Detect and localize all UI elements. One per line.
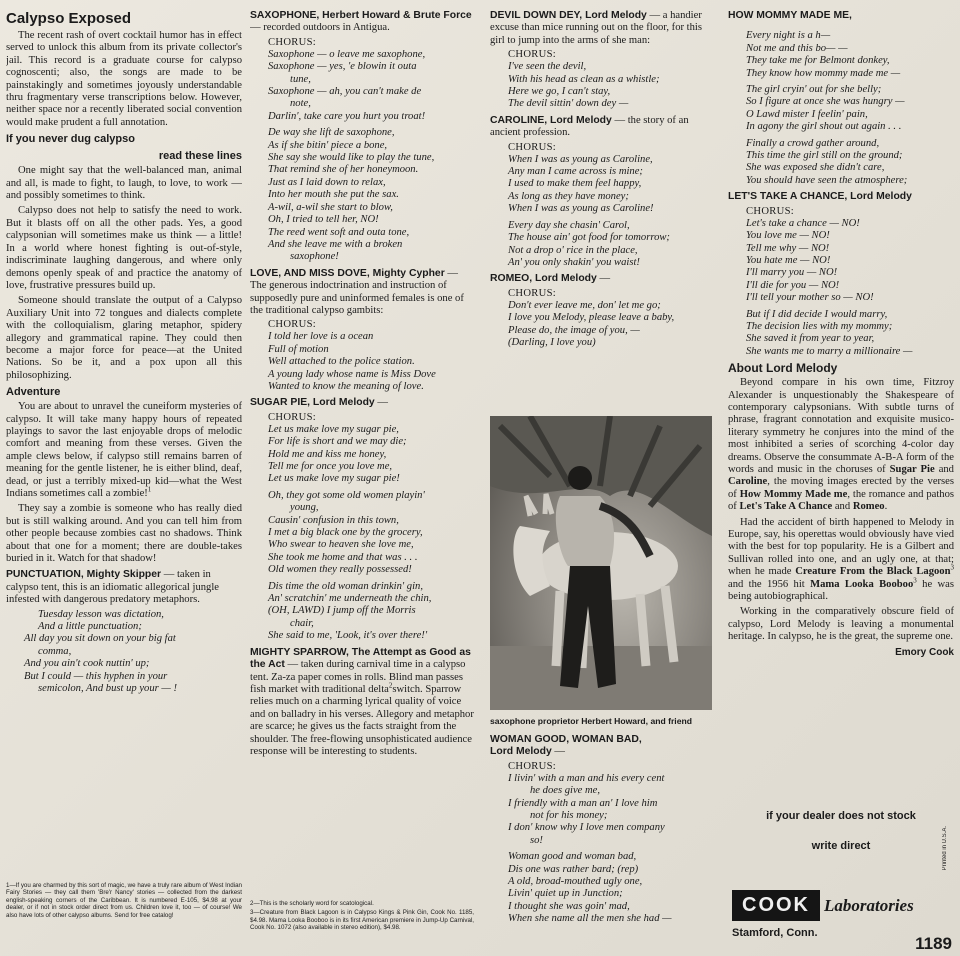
caroline-heading	[490, 115, 716, 140]
about-text-e: and the 1956 hit	[728, 578, 805, 590]
heading-adventure: Adventure	[6, 386, 61, 399]
footnote-2-text: 2—This is the scholarly word for scatological.	[250, 900, 374, 907]
lyric-line: Who swear to heaven she love me,	[268, 539, 414, 551]
lyric-line: I thought she was goin' mad,	[508, 900, 630, 912]
donkey-ears	[526, 494, 552, 516]
dove-desc: — The generous indoctrination and instruction of supposedly pure and uninformed females is one of the traditional calypso gambits:	[250, 267, 464, 316]
punctuation-heading	[6, 569, 242, 606]
printed-in-usa: Printed in U.S.A.	[942, 826, 948, 871]
lyric-line: Old women they really possessed!	[268, 564, 412, 576]
footnote-1-text: 1—If you are charmed by this sort of magic, we have a truly rare album of West Indian Fairy Stories — they call them 'Bre'r Nancy' stories — collected from the darkest english-speaking corners of the Caribbean. It is numbered E-105, $4.98 at your dealer, or if not in stock order direct from us. Children love it, too — of course! We also have lots of other calypso albums. Send for free catalog!	[6, 882, 242, 919]
lyric-line: (OH, LAWD) I jump off the Morris	[268, 605, 416, 617]
footnote-mark-2: 2	[388, 681, 393, 690]
lyric-line: Not a drop o' rice in the place,	[508, 244, 638, 256]
lyric-line: Tell me for once you love me,	[268, 461, 393, 472]
lyric-line: Tell me why — NO!	[746, 242, 830, 254]
lyric-line: Full of motion	[268, 343, 329, 355]
lyric-line: And you ain't cook nuttin' up;	[24, 658, 150, 670]
lyric-line: She wants me to marry a millionaire —	[746, 345, 913, 357]
saxophone-heading	[250, 10, 474, 35]
lyric-line: A young lady whose name is Miss Dove	[268, 368, 436, 380]
paragraph-4-text: You are about to unravel the cuneiform mysteries of calypso. It will take many happy hours of repeated playings to savor the last enjoyable drops of melodic comfort and meaning from these verses. Given the ample clews below, if calypso still remains barren of meaning for the gentle listener, he is either blind, deaf, dead, or just a terribly mixed-up kid—what the West Indians sometimes call a zombie!	[6, 401, 242, 499]
chance-chorus	[746, 218, 954, 305]
signature: Emory Cook	[895, 646, 954, 658]
sparrow-title: MIGHTY SPARROW, The Attempt as Good as the Act	[250, 646, 471, 671]
about-caroline: Caroline	[728, 476, 768, 488]
lyric-line: You hate me — NO!	[746, 254, 831, 266]
about-sugar: Sugar Pie	[889, 464, 935, 475]
chorus-label: CHORUS:	[746, 205, 795, 217]
dealer-line-1: if your dealer does not stock	[766, 810, 916, 822]
man-head	[568, 466, 592, 490]
dove-title: LOVE, AND MISS DOVE, Mighty Cypher	[250, 267, 445, 279]
lyric-line: I met a big black one by the grocery,	[268, 527, 423, 539]
mommy-title: HOW MOMMY MADE ME,	[728, 10, 852, 21]
sugar-title: SUGAR PIE, Lord Melody	[250, 397, 375, 409]
lyric-line: Darlin', take care you hurt you troat!	[268, 110, 426, 122]
lyric-line: But if I did decide I would marry,	[746, 308, 888, 320]
lyric-line: Please do, the image of you, —	[508, 324, 640, 336]
lyric-line: Tuesday lesson was dictation,	[38, 608, 164, 620]
chorus-label: CHORUS:	[508, 49, 557, 61]
sugar-verse-2	[268, 581, 474, 643]
punctuation-title: PUNCTUATION, Mighty Skipper	[6, 569, 162, 581]
punctuation-desc: — taken in calypso tent, this is an idiomatic allegorical jungle infested with dangerous predatory metaphors.	[6, 569, 219, 606]
romeo-title: ROMEO, Lord Melody	[490, 273, 597, 285]
lyric-line: Into her mouth she put the sax.	[268, 189, 399, 201]
caroline-chorus	[508, 154, 716, 216]
mommy-verse-2	[746, 84, 954, 134]
column-2	[250, 10, 474, 950]
about-paragraph-2	[728, 517, 954, 604]
lyric-line: saxophone!	[290, 251, 339, 263]
footnote-1	[6, 882, 242, 921]
lyric-line: All day you sit down on your big fat	[24, 633, 176, 645]
about-romeo: Romeo	[852, 501, 885, 513]
lyric-line: In agony the girl shout out again . . .	[746, 121, 902, 133]
lyric-line: Every night is a h—	[746, 30, 831, 42]
chorus-label: CHORUS:	[268, 319, 317, 331]
chorus-label: CHORUS:	[508, 141, 557, 153]
intro-paragraph: The recent rash of overt cocktail humor has in effect served to unlock this album from its private collector's jail. This record is a graduate course for calypso cognoscenti; also, the songs are made to be painstakingly and sometimes joyously understandable thru fragmentary verse transcriptions below. However, neither space nor a recently liberated social convention would make prudent a full annotation.	[6, 30, 242, 128]
lyric-line: You love me — NO!	[746, 230, 830, 242]
heading-never-dug: If you never dug calypso	[6, 133, 135, 146]
footnote-3-text: 3—Creature from Black Lagoon is in Calypso Kings & Pink Gin, Cook No. 1185, $4.98. Mama Looka Booboo is in its first American premiere in Jump-Up Carnival, Cook No. 1072 (also available in stereo edition), $4.98.	[250, 909, 474, 932]
romeo-chorus	[508, 300, 716, 350]
sugar-heading	[250, 397, 474, 409]
lyric-line: They know how mommy made me —	[746, 67, 901, 79]
dove-chorus	[268, 331, 474, 393]
about-mommy: How Mommy Made me	[739, 488, 848, 500]
lyric-line: This time the girl still on the ground;	[746, 150, 903, 162]
lyric-line: An' scratchin' me underneath the chin,	[268, 593, 432, 605]
chorus-label: CHORUS:	[508, 287, 557, 299]
photo-caption: saxophone proprietor Herbert Howard, and friend	[490, 716, 692, 726]
lyric-line: She took me home and that was . . .	[268, 551, 418, 563]
lyric-line: That remind she of her honeymoon.	[268, 164, 419, 176]
about-text-a: Beyond compare in his own time, Fitzroy Alexander is unquestionably the Shakespeare of contemporary calypsonians. With subtle turns of phrase, fragrant connotation and exquisite musico-literary symmetry he conjures into the mind of the most inhibited a series of scorching 4-color day dreams. Observe the consummate A-B-A form of the words and music in the choruses of	[728, 377, 954, 475]
lyric-line: When I was as young as Caroline!	[508, 203, 654, 215]
lyric-line: Dis one was rather bard; (rep)	[508, 863, 639, 875]
devil-desc: — a handier excuse than mice running out on the floor, for this girl to jump into the arms of she man:	[490, 10, 702, 46]
footnote-mark-3b: 3	[913, 576, 917, 585]
dealer-line-2: write direct	[811, 840, 871, 852]
about-heading: About Lord Melody	[728, 361, 838, 376]
column-1	[6, 10, 242, 950]
lyric-line: When she name all the men she had —	[508, 913, 672, 925]
saxophone-title: SAXOPHONE, Herbert Howard & Brute Force	[250, 10, 472, 21]
chorus-label: CHORUS:	[508, 760, 557, 772]
lyric-line: Oh, I tried to tell her, NO!	[268, 214, 379, 226]
lyric-line: The girl cryin' out for she belly;	[746, 84, 882, 96]
chorus-label: CHORUS:	[268, 36, 317, 48]
lyric-line: And she leave me with a broken	[268, 238, 403, 250]
page-title: Calypso Exposed	[6, 10, 132, 27]
lyric-line: Let us make love my sugar pie,	[268, 423, 399, 435]
heading-read-lines: read these lines	[158, 150, 242, 163]
woman-dash: —	[554, 746, 566, 758]
footnote-mark-1: 1	[147, 485, 152, 494]
lyric-line: Wanted to know the meaning of love.	[268, 380, 424, 392]
footnotes-2-3	[250, 900, 474, 934]
dove-heading	[250, 268, 474, 318]
footnote-mark-3: 3	[950, 563, 954, 572]
mommy-verse-3	[746, 138, 954, 188]
lyric-line: Saxophone — ah, you can't make de	[268, 86, 422, 98]
lyric-line: Not me and this bo— —	[746, 42, 848, 54]
lyric-line: I'll die for you — NO!	[746, 279, 840, 291]
sparrow-desc-2: switch. Sparrow relies much on a charming lyrical quality of voice and on balladry in his verses. Allegory and metaphor are scarce; he gives us the facts straight from the shoulder. The free-flowing unsophisticated audience response will be interesting to students.	[250, 683, 474, 757]
lyric-line: Saxophone — o leave me saxophone,	[268, 48, 426, 60]
lyric-line: A old, broad-mouthed ugly one,	[508, 876, 643, 888]
lyric-line: tune,	[290, 73, 311, 85]
saxophone-desc: — recorded outdoors in Antigua.	[250, 22, 390, 34]
lyric-line: Hold me and kiss me honey,	[268, 448, 387, 460]
paragraph-1: One might say that the well-balanced man, animal and all, is made to fight, to laugh, to love, to work — and possibly sometimes to think.	[6, 165, 242, 202]
caroline-title: CAROLINE, Lord Melody	[490, 114, 612, 126]
lyric-line: Here we go, I can't stay,	[508, 86, 611, 98]
saxophone-chorus	[268, 49, 474, 123]
paragraph-5: They say a zombie is someone who has really died but is still walking around. And you can tell him from other people because zombies cast no shadows. Think about that one for a moment; there are double-takes buried in it. Watch for that shadow!	[6, 503, 242, 565]
photo-herbert-howard-donkey	[490, 416, 712, 710]
romeo-dash: —	[599, 273, 611, 285]
cook-badge: COOK	[732, 890, 820, 921]
sugar-verse-1	[268, 490, 474, 577]
lyric-line: She was exposed she didn't care,	[746, 162, 885, 174]
lyric-line: With his head as clean as a whistle;	[508, 73, 660, 85]
lyric-line: Let's take a chance — NO!	[746, 217, 860, 229]
about-text-f: he was being autobiographical.	[728, 578, 954, 603]
romeo-heading	[490, 273, 716, 285]
punctuation-lyrics	[24, 609, 242, 696]
lyric-line: A-wil, a-wil she start to blow,	[268, 201, 393, 213]
lyric-line: As long as they have money;	[508, 190, 629, 202]
lyric-line: (Darling, I love you)	[508, 336, 596, 348]
lyric-line: semicolon, And bust up your — !	[38, 683, 177, 695]
lyric-line: I've seen the devil,	[508, 61, 587, 73]
saxophone-verse	[268, 127, 474, 263]
dealer-note	[728, 810, 954, 852]
about-text-b: , the moving images erected by the verses of	[728, 476, 954, 500]
devil-title: DEVIL DOWN DEY, Lord Melody	[490, 10, 647, 21]
lyric-line: note,	[290, 98, 311, 110]
lyric-line: Woman good and woman bad,	[508, 851, 637, 863]
column-3	[490, 10, 716, 950]
column-4	[728, 10, 954, 950]
lyric-line: Any man I came across is mine;	[508, 166, 643, 178]
lyric-line: As if she bitin' piece a bone,	[268, 139, 388, 151]
lyric-line: not for his money;	[530, 810, 608, 822]
lyric-line: so!	[530, 834, 543, 846]
lyric-line: he does give me,	[530, 785, 601, 797]
lyric-line: Just as I laid down to relax,	[268, 176, 386, 188]
about-paragraph-3: Working in the comparatively obscure field of calypso, Lord Melody is leaving a monumental heritage. In calypso, he is the great, the supreme one.	[728, 606, 954, 643]
lyric-line: chair,	[290, 617, 314, 629]
lyric-line: I told her love is a ocean	[268, 331, 374, 343]
paragraph-3: Someone should translate the output of a Calypso Auxiliary Unit into 72 tongues and dialects complete with the colloquialism, glaring metaphor, spidery allegory and grammatical rapine. They could then become a major force for peace—at the United Nations. So be it, and a pox upon all this philosophizing.	[6, 295, 242, 381]
lyric-line: The reed went soft and outa tone,	[268, 226, 410, 238]
about-mama: Mama Looka Booboo	[810, 578, 914, 590]
lyric-line: She saved it from year to year,	[746, 333, 875, 345]
about-paragraph-1	[728, 377, 954, 513]
lyric-line: Don't ever leave me, don' let me go;	[508, 299, 661, 311]
lyric-line: I'll tell your mother so — NO!	[746, 292, 874, 304]
laboratories-label: Laboratories	[824, 896, 914, 915]
lyric-line: Livin' quiet up in Junction;	[508, 888, 623, 900]
chance-heading	[728, 191, 954, 203]
caroline-desc: — the story of an ancient profession.	[490, 114, 689, 139]
lyric-line: For life is short and we may die;	[268, 436, 407, 448]
photo-illustration	[490, 416, 712, 710]
about-and: and	[938, 464, 954, 475]
sparrow-desc-1: — taken during carnival time in a calypso tent. Za-za paper comes in rolls. Blind man passes fish market with traditional delta	[250, 659, 466, 695]
caroline-verse	[508, 220, 716, 270]
paragraph-4	[6, 401, 242, 500]
lyric-line: And a little punctuation;	[38, 621, 142, 633]
lyric-line: I don' know why I love men company	[508, 822, 665, 834]
catalog-number: 1189	[915, 934, 952, 950]
lyric-line: I used to make them feel happy,	[508, 178, 642, 190]
lyric-line: The house ain' got food for tomorrow;	[508, 232, 670, 244]
about-text-d: Had the accident of birth happened to Melody in Europe, say, his operettas would obviously have vied with the best for top popularity. He is a Gilbert and Sullivan rolled into one, and an ugly one, at that; when he made	[728, 516, 954, 578]
lyric-line: Oh, they got some old women playin'	[268, 489, 425, 501]
chance-verse	[746, 309, 954, 359]
sparrow-heading	[250, 647, 474, 759]
woman-section	[490, 734, 716, 930]
lyric-line: I livin' with a man and his every cent	[508, 772, 665, 784]
paragraph-2: Calypso does not help to satisfy the need to work. But it blasts off on all the other pads. Yes, a good calypsonian will sometimes make us think — a little! In a world where honest fighting is out-of-style, indiscriminate laughing dangerous, and where only demons openly speak of and practice the anatomy of love, frustrative pressures build up.	[6, 205, 242, 291]
chorus-label: CHORUS:	[268, 411, 317, 423]
sugar-dash: —	[377, 397, 388, 409]
lyric-line: The decision lies with my mommy;	[746, 320, 893, 332]
lyric-line: Every day she chasin' Carol,	[508, 219, 630, 231]
lyric-line: They take me for Belmont donkey,	[746, 55, 890, 67]
lyric-line: An' you only shakin' you waist!	[508, 256, 640, 268]
lyric-line: I friendly with a man an' I love him	[508, 797, 658, 809]
lyric-line: Well attached to the police station.	[268, 356, 415, 368]
woman-heading	[490, 734, 716, 759]
lyric-line: When I was as young as Caroline,	[508, 153, 653, 165]
lyric-line: So I figure at once she was hungry —	[746, 96, 905, 108]
lyric-line: O Lawd mister I feelin' pain,	[746, 108, 868, 120]
devil-heading	[490, 10, 716, 47]
mommy-heading	[728, 10, 954, 22]
woman-title-b: Lord Melody	[490, 746, 552, 758]
sugar-chorus	[268, 424, 474, 486]
lyric-line: I love you Melody, please leave a baby,	[508, 312, 675, 324]
lyric-line: Finally a crowd gather around,	[746, 137, 880, 149]
about-period: .	[884, 501, 888, 513]
lyric-line: Let us make love my sugar pie!	[268, 473, 400, 485]
lyric-line: Saxophone — yes, 'e blowin it outa	[268, 61, 417, 73]
devil-chorus	[508, 61, 716, 111]
lyric-line: She say she would like to play the tune,	[268, 152, 435, 164]
woman-verse	[508, 851, 716, 925]
chance-title: LET'S TAKE A CHANCE, Lord Melody	[728, 191, 912, 203]
lyric-line: young,	[290, 502, 319, 514]
about-chance: Let's Take A Chance	[739, 501, 833, 513]
mommy-verse-1	[746, 30, 954, 80]
lyric-line: The devil sittin' down dey —	[508, 98, 629, 110]
about-text-c: , the romance and pathos of	[728, 488, 954, 513]
lyric-line: De way she lift de saxophone,	[268, 127, 395, 139]
lyric-line: Causin' confusion in this town,	[268, 514, 399, 526]
lyric-line: I'll marry you — NO!	[746, 267, 838, 279]
about-creature: Creature From the Black Lagoon	[795, 566, 951, 578]
lyric-line: But I could — this hyphen in your	[24, 670, 168, 682]
lyric-line: Dis time the old woman drinkin' gin,	[268, 580, 423, 592]
city-label: Stamford, Conn.	[732, 927, 818, 939]
lyric-line: You should have seen the atmosphere;	[746, 174, 908, 186]
woman-title-a: WOMAN GOOD, WOMAN BAD,	[490, 734, 642, 745]
about-and-2: and	[834, 501, 851, 513]
lyric-line: comma,	[38, 645, 72, 657]
lyric-line: She said to me, 'Look, it's over there!'	[268, 630, 428, 642]
woman-chorus	[508, 773, 716, 847]
